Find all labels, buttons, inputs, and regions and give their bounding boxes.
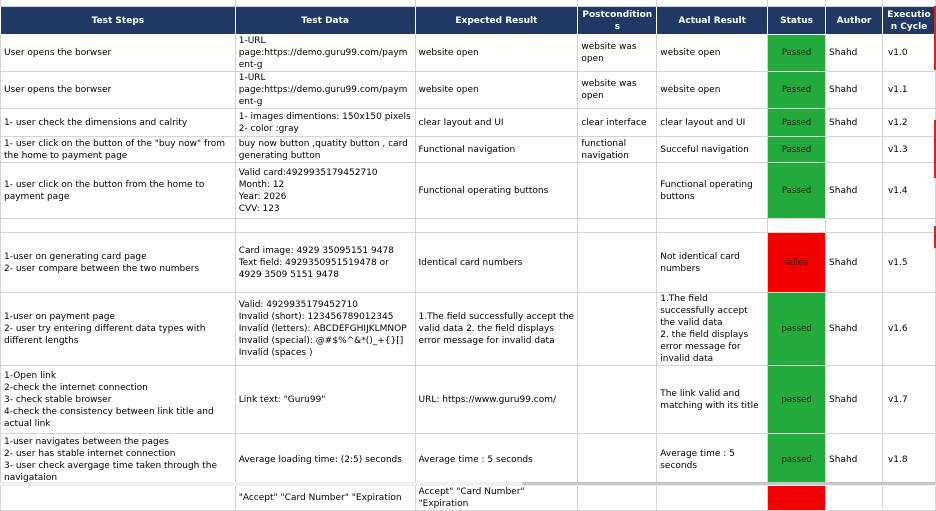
cell-post[interactable] [578, 233, 657, 293]
cell-post[interactable] [578, 434, 657, 486]
table-row [1, 486, 936, 511]
cell-actual[interactable] [657, 219, 768, 233]
cell-post[interactable] [578, 293, 657, 366]
table-row [1, 137, 936, 163]
cell-author[interactable]: Shahd [826, 163, 883, 219]
cell-author[interactable]: Shahd [826, 233, 883, 293]
cell-steps[interactable]: 1- user click on the button of the "buy now" from the home to payment page [1, 137, 236, 163]
header-row [1, 7, 936, 35]
cell-expected[interactable]: website open [415, 35, 578, 72]
cell-data[interactable]: Link text: "Guru99" [235, 366, 415, 434]
horizontal-scrollbar[interactable] [0, 482, 936, 486]
cell-data[interactable] [235, 219, 415, 233]
cell-status[interactable]: passed [768, 293, 826, 366]
header-test-steps[interactable]: Test Steps [1, 7, 236, 35]
cell-steps[interactable] [1, 219, 236, 233]
header-test-data[interactable]: Test Data [235, 7, 415, 35]
cell-data[interactable]: "Accept" "Card Number" "Expiration [235, 486, 415, 511]
table-row [1, 434, 936, 486]
cell-data[interactable]: Valid: 4929935179452710 Invalid (short): 123456789012345 Invalid (letters): ABCDEFGHIJKLMNOP Invalid (special): @#$%^&*()_+{}[] Invalid (spaces ) [235, 293, 415, 366]
cell-status[interactable]: Passed [768, 137, 826, 163]
cell-post[interactable] [578, 366, 657, 434]
cell-expected[interactable]: website open [415, 72, 578, 109]
cell-data[interactable]: buy now button ,quatity button , card generating button [235, 137, 415, 163]
scrollbar-thumb[interactable] [522, 482, 936, 485]
cell-steps[interactable]: 1-user on generating card page 2- user compare between the two numbers [1, 233, 236, 293]
table-row [1, 233, 936, 293]
table-row [1, 109, 936, 137]
header-execution-cycle[interactable]: Execution Cycle [882, 7, 935, 35]
table-row [1, 35, 936, 72]
cell-status[interactable]: passed [768, 434, 826, 486]
cell-data[interactable]: Valid card:4929935179452710 Month: 12 Year: 2026 CVV: 123 [235, 163, 415, 219]
cell-expected[interactable]: clear layout and UI [415, 109, 578, 137]
cell-post[interactable] [578, 219, 657, 233]
cell-data[interactable]: 1-URL page:https://demo.guru99.com/payment-g [235, 72, 415, 109]
cell-steps[interactable] [1, 486, 236, 511]
cell-actual[interactable]: 1.The field successfully accept the valid data 2. the field displays error message for invalid data [657, 293, 768, 366]
cell-actual[interactable]: Succeful navigation [657, 137, 768, 163]
cell-actual[interactable] [657, 486, 768, 511]
cell-data[interactable]: 1- images dimentions: 150x150 pixels 2- color :gray [235, 109, 415, 137]
table-row [1, 72, 936, 109]
table-row [1, 219, 936, 233]
cell-expected[interactable]: Functional navigation [415, 137, 578, 163]
cell-expected[interactable] [415, 219, 578, 233]
cell-status[interactable]: Passed [768, 35, 826, 72]
header-postconditions[interactable]: Postconditions [578, 7, 657, 35]
cell-steps[interactable]: 1-user on payment page 2- user try entering different data types with different lengths [1, 293, 236, 366]
cell-expected[interactable]: Average time : 5 seconds [415, 434, 578, 486]
cell-steps[interactable]: User opens the borwser [1, 72, 236, 109]
cell-actual[interactable]: Functional operating buttons [657, 163, 768, 219]
cell-actual[interactable]: clear layout and UI [657, 109, 768, 137]
cell-actual[interactable]: Not identical card numbers [657, 233, 768, 293]
cell-author[interactable]: Shahd [826, 366, 883, 434]
header-expected-result[interactable]: Expected Result [415, 7, 578, 35]
cell-data[interactable]: 1-URL page:https://demo.guru99.com/payment-g [235, 35, 415, 72]
cell-author[interactable]: Shahd [826, 109, 883, 137]
cell-cycle[interactable]: v1.0 [882, 35, 935, 72]
cell-status[interactable]: passed [768, 366, 826, 434]
cell-author[interactable] [826, 486, 883, 511]
cell-steps[interactable]: 1- user check the dimensions and calrity [1, 109, 236, 137]
cell-steps[interactable]: User opens the borwser [1, 35, 236, 72]
cell-author[interactable] [826, 137, 883, 163]
header-actual-result[interactable]: Actual Result [657, 7, 768, 35]
cell-author[interactable]: Shahd [826, 434, 883, 486]
cell-author[interactable] [826, 219, 883, 233]
table-row [1, 293, 936, 366]
cell-author[interactable]: Shahd [826, 35, 883, 72]
cell-actual[interactable]: website open [657, 72, 768, 109]
cell-author[interactable]: Shahd [826, 72, 883, 109]
cell-data[interactable]: Card image: 4929 35095151 9478 Text field: 4929350951519478 or 4929 3509 5151 9478 [235, 233, 415, 293]
cell-cycle[interactable]: v1.7 [882, 366, 935, 434]
cell-actual[interactable]: Average time : 5 seconds [657, 434, 768, 486]
cell-status[interactable] [768, 219, 826, 233]
cell-expected[interactable]: Accept" "Card Number" "Expiration [415, 486, 578, 511]
cell-steps[interactable]: 1-user navigates between the pages 2- user has stable internet connection 3- user check avergage time taken through the navigataion [1, 434, 236, 486]
cell-cycle[interactable]: v1.4 [882, 163, 935, 219]
cell-status[interactable] [768, 486, 826, 511]
cell-post[interactable]: website was open [578, 72, 657, 109]
cell-post[interactable] [578, 163, 657, 219]
cell-status[interactable]: failed [768, 233, 826, 293]
table-row [1, 163, 936, 219]
cell-status[interactable]: Passed [768, 109, 826, 137]
cell-expected[interactable]: Identical card numbers [415, 233, 578, 293]
cell-actual[interactable]: website open [657, 35, 768, 72]
cell-steps[interactable]: 1- user click on the button from the home to payment page [1, 163, 236, 219]
cell-cycle[interactable]: v1.3 [882, 137, 935, 163]
cell-data[interactable]: Average loading time: (2:5) seconds [235, 434, 415, 486]
cell-cycle[interactable] [882, 486, 935, 511]
header-author[interactable]: Author [826, 7, 883, 35]
cell-author[interactable]: Shahd [826, 293, 883, 366]
cell-post[interactable]: clear interface [578, 109, 657, 137]
cell-status[interactable]: Passed [768, 163, 826, 219]
cell-cycle[interactable]: v1.6 [882, 293, 935, 366]
table-row [1, 366, 936, 434]
cell-expected[interactable]: URL: https://www.guru99.com/ [415, 366, 578, 434]
cell-cycle[interactable]: v1.5 [882, 233, 935, 293]
cell-cycle[interactable] [882, 219, 935, 233]
cell-post[interactable] [578, 486, 657, 511]
cell-actual[interactable]: The link valid and matching with its title [657, 366, 768, 434]
cell-post[interactable]: functional navigation [578, 137, 657, 163]
cell-cycle[interactable]: v1.1 [882, 72, 935, 109]
cell-steps[interactable]: 1-Open link 2-check the internet connection 3- check stable browser 4-check the consistency between link title and actual link [1, 366, 236, 434]
cell-expected[interactable]: 1.The field successfully accept the valid data 2. the field displays error message for invalid data [415, 293, 578, 366]
cell-status[interactable]: Passed [768, 72, 826, 109]
header-status[interactable]: Status [768, 7, 826, 35]
cell-expected[interactable]: Functional operating buttons [415, 163, 578, 219]
cell-post[interactable]: website was open [578, 35, 657, 72]
cell-cycle[interactable]: v1.8 [882, 434, 935, 486]
cell-cycle[interactable]: v1.2 [882, 109, 935, 137]
